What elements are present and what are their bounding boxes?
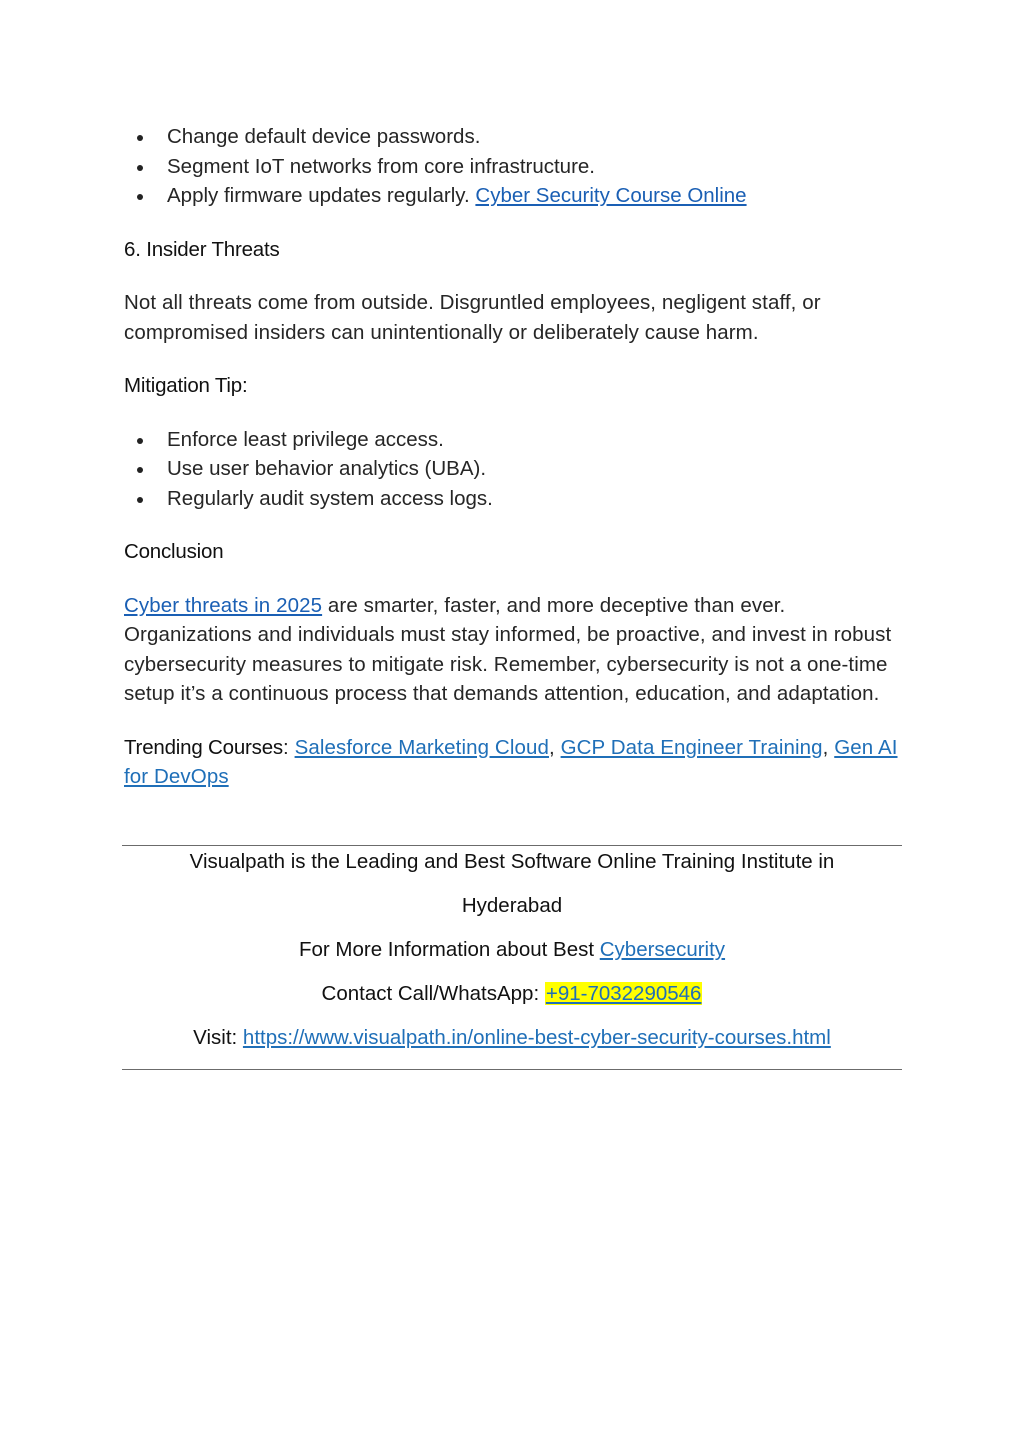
conclusion-text: are smarter, faster, and more deceptive than ever. Organizations and individuals must stay informed, be proactive, and invest in robust cybersecurity measures to mitigate risk. Remember, cybersecurity is not a one-time setup it’s a continuous process that demands attention, education, and adaptation. [124, 593, 892, 705]
insider-threats-heading: 6. Insider Threats [124, 237, 280, 261]
list-item-text: Change default device passwords. [167, 125, 481, 148]
footer-info [122, 840, 902, 1060]
visit-prefix: Visit: [193, 1026, 243, 1049]
list-item-text: Use user behavior analytics (UBA). [167, 457, 487, 480]
list-item [124, 484, 902, 514]
more-info-prefix: For More Information about Best [298, 938, 600, 961]
salesforce-marketing-cloud-link[interactable]: Salesforce Marketing Cloud [294, 735, 549, 759]
trending-courses-label: Trending Courses [124, 735, 283, 759]
conclusion-paragraph [124, 591, 902, 709]
phone-link[interactable]: +91-7032290546 [545, 982, 702, 1005]
list-item [124, 181, 902, 211]
list-item-text: Enforce least privilege access. [167, 427, 444, 451]
bullet-icon [137, 194, 143, 200]
footer-bottom-divider [122, 1069, 902, 1070]
list-item [124, 122, 902, 152]
visit-url-link[interactable]: https://www.visualpath.in/online-best-cyber-security-courses.html [242, 1026, 831, 1049]
iot-mitigation-list [124, 122, 902, 211]
insider-mitigation-list [124, 425, 902, 514]
cyber-security-course-link[interactable]: Cyber Security Course Online [475, 184, 747, 207]
trending-courses [124, 733, 902, 792]
conclusion-heading: Conclusion [124, 540, 224, 563]
institute-city: Hyderabad [461, 894, 563, 917]
list-item [124, 454, 902, 484]
more-info-line [122, 928, 902, 972]
gcp-data-engineer-link[interactable]: GCP Data Engineer Training [560, 735, 823, 759]
document-page [124, 122, 902, 792]
list-item [124, 425, 902, 455]
gen-ai-devops-link[interactable]: Gen AI for DevOps [124, 735, 898, 788]
bullet-icon [137, 467, 143, 473]
visit-line [122, 1016, 902, 1060]
list-item-text: Segment IoT networks from core infrastructure. [167, 154, 596, 178]
contact-line [122, 972, 902, 1016]
insider-threats-paragraph: Not all threats come from outside. Disgruntled employees, negligent staff, or compromised insiders can unintentionally or deliberately cause harm. [124, 291, 821, 344]
list-item-text: Regularly audit system access logs. [167, 486, 493, 510]
bullet-icon [137, 438, 143, 444]
contact-prefix: Contact Call/WhatsApp: [321, 982, 545, 1005]
cyber-threats-2025-link[interactable]: Cyber threats in 2025 [124, 593, 323, 617]
mitigation-tip-heading: Mitigation Tip: [124, 374, 248, 397]
comma-separator: , [549, 735, 561, 759]
list-item [124, 152, 902, 182]
institute-tagline: Visualpath is the Leading and Best Software Online Training Institute in [189, 850, 835, 873]
cybersecurity-link[interactable]: Cybersecurity [599, 938, 726, 961]
bullet-icon [137, 165, 143, 171]
comma-separator: , [822, 735, 835, 759]
list-item-text: Apply firmware updates regularly. [167, 184, 476, 207]
bullet-icon [137, 497, 143, 503]
bullet-icon [137, 135, 143, 141]
trending-separator: : [282, 735, 295, 759]
